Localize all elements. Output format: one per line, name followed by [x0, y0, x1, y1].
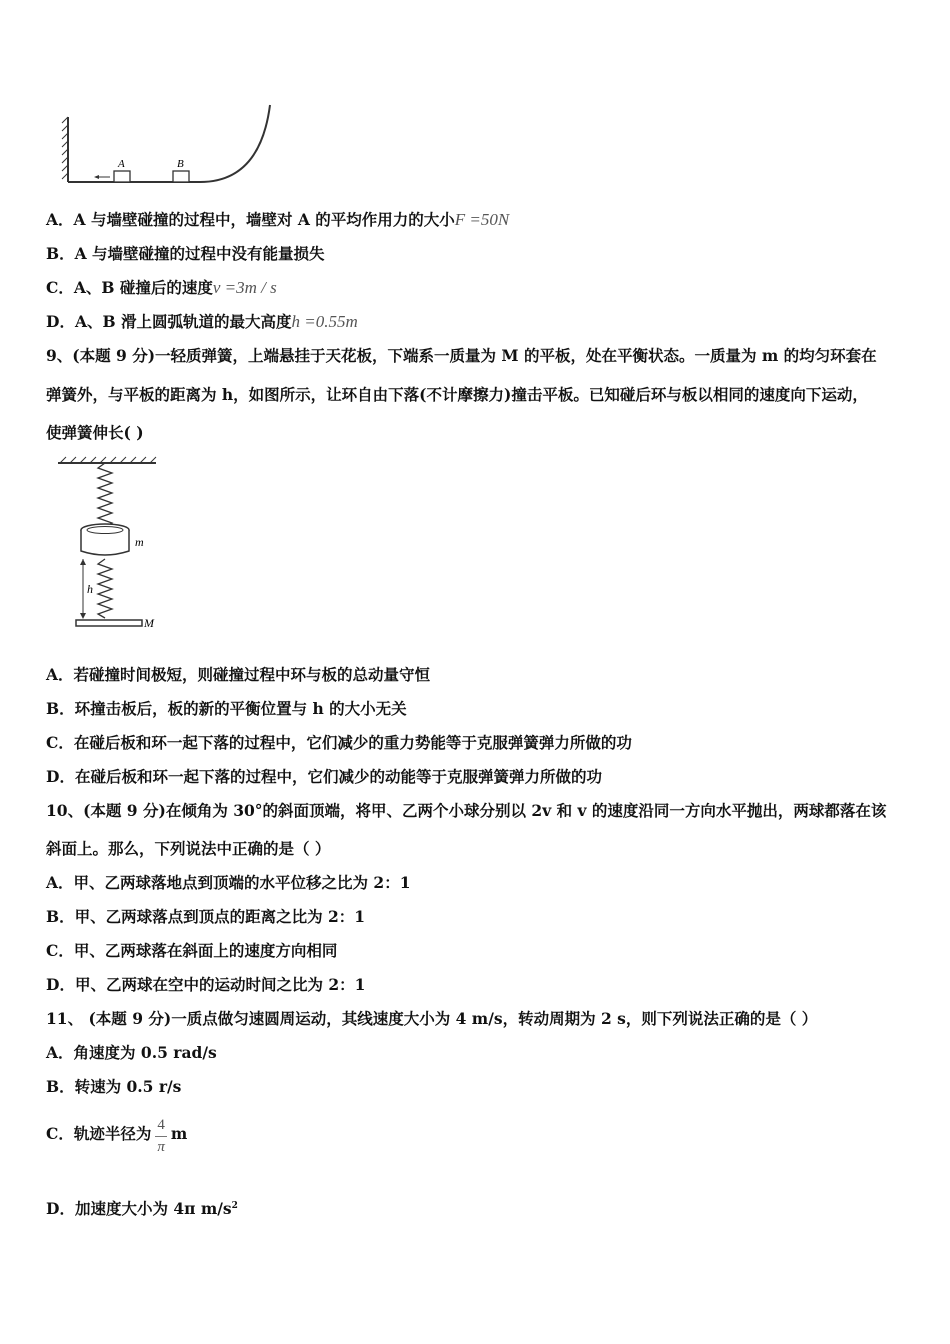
q9-stem-line3: 使弹簧伸长( ) [46, 423, 144, 442]
track-figure [60, 95, 290, 195]
spring-figure [50, 455, 170, 635]
fraction-denominator: π [157, 1138, 165, 1155]
q10-option-c: C．甲、乙两球落在斜面上的速度方向相同 [46, 941, 338, 960]
q11-option-d-exponent: 2 [231, 1201, 238, 1211]
q8-option-b [46, 244, 325, 264]
q8-option-a-text: A．A 与墙壁碰撞的过程中，墙壁对 A 的平均作用力的大小 [46, 210, 455, 229]
label-m: m [135, 535, 144, 549]
label-b: B [177, 158, 184, 170]
q9-stem-line2: 弹簧外，与平板的距离为 h，如图所示，让环自由下落(不计摩擦力)撞击平板。已知碰后环与板以相同的速度向下运动， [46, 385, 868, 404]
q8-option-c [46, 278, 277, 298]
q10-stem-line2: 斜面上。那么，下列说法中正确的是（ ） [46, 839, 331, 858]
q9-option-c: C．在碰后板和环一起下落的过程中，它们减少的重力势能等于克服弹簧弹力所做的功 [46, 733, 632, 752]
q11-option-d-text: D．加速度大小为 4π m/s [46, 1199, 232, 1219]
q11-option-c-fraction [155, 1114, 167, 1157]
q8-option-d-text: D．A、B 滑上圆弧轨道的最大高度 [46, 312, 292, 331]
q11-option-a: A．角速度为 0.5 rad/s [46, 1043, 217, 1062]
q10-option-d: D．甲、乙两球在空中的运动时间之比为 2：1 [46, 975, 366, 994]
q9-option-b: B．环撞击板后，板的新的平衡位置与 h 的大小无关 [46, 699, 407, 718]
q10-option-a: A．甲、乙两球落地点到顶端的水平位移之比为 2：1 [46, 873, 411, 892]
q8-option-a [46, 210, 509, 230]
q9-option-d: D．在碰后板和环一起下落的过程中，它们减少的动能等于克服弹簧弹力所做的功 [46, 767, 602, 786]
block-b [173, 171, 189, 182]
q8-option-d [46, 312, 358, 332]
label-big-m: M [144, 616, 154, 630]
q11-option-c-text: C．轨迹半径为 [46, 1124, 152, 1143]
q8-option-a-formula: F =50N [454, 210, 510, 229]
q10-option-b: B．甲、乙两球落点到顶点的距离之比为 2：1 [46, 907, 366, 926]
block-a [114, 171, 130, 182]
q11-option-c-unit: m [170, 1124, 188, 1143]
q11-option-c [46, 1113, 187, 1157]
q11-stem: 11、 (本题 9 分)一质点做匀速圆周运动，其线速度大小为 4 m/s，转动周期为 2 s，则下列说法正确的是（ ） [46, 1009, 818, 1028]
q11-option-b: B．转速为 0.5 r/s [46, 1077, 182, 1096]
q8-option-c-text: C．A、B 碰撞后的速度 [46, 278, 213, 297]
q8-option-c-formula: v =3m / s [212, 278, 277, 297]
label-a: A [118, 158, 125, 170]
q10-stem-line1: 10、(本题 9 分)在倾角为 30°的斜面顶端，将甲、乙两个小球分别以 2v 和 v 的速度沿同一方向水平抛出，两球都落在该 [46, 801, 887, 820]
label-h: h [87, 582, 93, 596]
q9-stem-line1: 9、(本题 9 分)一轻质弹簧，上端悬挂于天花板，下端系一质量为 M 的平板，处在平衡状态。一质量为 m 的均匀环套在 [46, 346, 877, 365]
q8-option-d-formula: h =0.55m [291, 312, 358, 331]
q11-option-d [46, 1196, 238, 1219]
q8-option-b-text: B．A 与墙壁碰撞的过程中没有能量损失 [46, 244, 325, 263]
q9-option-a: A．若碰撞时间极短，则碰撞过程中环与板的总动量守恒 [46, 665, 431, 684]
fraction-numerator: 4 [155, 1114, 167, 1137]
